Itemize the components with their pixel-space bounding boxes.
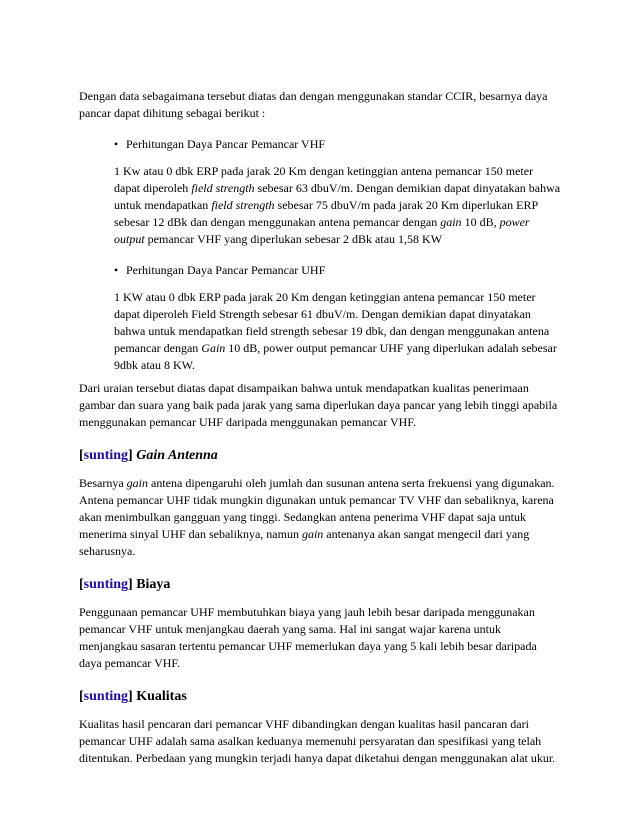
bullet-uhf-label: Perhitungan Daya Pancar Pemancar UHF [126, 263, 326, 277]
section-title: Gain Antenna [136, 448, 218, 463]
gain-paragraph [79, 475, 561, 560]
biaya-paragraph: Penggunaan pemancar UHF membutuhkan biaya yang jauh lebih besar daripada menggunakan pemancar VHF untuk menjangkau daerah yang sama. Hal ini sangat wajar karena untuk menjangkau sasaran tertentu pemancar UHF memerlukan daya yang 5 kali lebih besar daripada daya pemancar VHF. [79, 605, 537, 670]
term-italic: field strength [211, 198, 275, 212]
intro-paragraph: Dengan data sebagaimana tersebut diatas dan dengan menggunakan standar CCIR, besarnya daya pancar dapat dihitung sebagai berikut : [79, 89, 548, 120]
section-title: Kualitas [136, 689, 187, 704]
text: sebesar 75 dbuV/m pada jarak 20 Km diperlukan ERP sebesar 12 dBk dan dengan menggunakan antena pemancar dengan [114, 198, 538, 229]
uhf-paragraph [114, 289, 561, 374]
section-heading-kualitas: [sunting] Kualitas [79, 689, 187, 704]
edit-link[interactable]: sunting [83, 577, 129, 592]
vhf-paragraph [114, 163, 561, 248]
text: antena dipengaruhi oleh jumlah dan susunan antena serta frekuensi yang digunakan. Antena pemancar UHF tidak mungkin digunakan untuk pemancar TV VHF dan sebaliknya, karena akan menimbulkan gangguan yang tinggi. Sedangkan antena penerima VHF dapat saja untuk menerima sinyal UHF dan sebaliknya, namun [79, 476, 555, 541]
bullet-uhf [114, 262, 561, 279]
term-italic: Gain [201, 341, 226, 355]
section-heading-biaya: [sunting] Biaya [79, 577, 171, 592]
term-italic: gain [301, 527, 324, 541]
text: sebesar 63 dbuV/m. Dengan demikian dapat dinyatakan bahwa untuk mendapatkan [114, 181, 561, 212]
bullet-dot-icon: • [114, 137, 119, 151]
term-italic: gain [440, 215, 462, 229]
document-page [79, 88, 561, 777]
kualitas-paragraph: Kualitas hasil pencaran dari pemancar VHF dibandingkan dengan kualitas hasil pancaran dari pemancar UHF adalah sama asalkan keduanya memenuhi persyaratan dan spesifikasi yang telah ditentukan. Perbedaan yang mungkin terjadi hanya dapat diketahui dengan menggunakan alat ukur. [79, 717, 556, 765]
term-italic: field strength [191, 181, 255, 195]
text: antenanya akan sangat mengecil dari yang seharusnya. [79, 527, 530, 558]
term-italic: gain [126, 476, 148, 490]
section-title: Biaya [136, 577, 171, 592]
bullet-vhf [114, 136, 561, 153]
section-heading-gain: [sunting] Gain Antenna [79, 448, 218, 463]
bullet-dot-icon: • [114, 263, 119, 277]
edit-link[interactable]: sunting [83, 448, 129, 463]
text: 1 KW atau 0 dbk ERP pada jarak 20 Km dengan ketinggian antena pemancar 150 meter dapat diperoleh Field Strength sebesar 61 dbuV/m. Dengan demikian dapat dinyatakan bahwa untuk mendapatkan field strength sebesar 19 dbk, dan dengan menggunakan antena pemancar dengan [114, 290, 550, 355]
text: 1 Kw atau 0 dbk ERP pada jarak 20 Km dengan ketinggian antena pemancar 150 meter dapat diperoleh [114, 164, 534, 195]
text: pemancar VHF yang diperlukan sebesar 2 dBk atau 1,58 KW [144, 232, 443, 246]
edit-link[interactable]: sunting [83, 689, 129, 704]
text: 10 dB, [461, 215, 500, 229]
text: Besarnya [79, 476, 127, 490]
text: 10 dB, power output pemancar UHF yang diperlukan adalah sebesar 9dbk atau 8 KW. [114, 341, 557, 372]
bullet-vhf-label: Perhitungan Daya Pancar Pemancar VHF [126, 137, 326, 151]
term-italic: power output [114, 215, 530, 246]
conclusion-paragraph: Dari uraian tersebut diatas dapat disampaikan bahwa untuk mendapatkan kualitas penerimaan gambar dan suara yang baik pada jarak yang sama diperlukan daya pancar yang lebih tinggi apabila menggunakan pemancar UHF daripada menggunakan pemancar VHF. [79, 381, 558, 429]
